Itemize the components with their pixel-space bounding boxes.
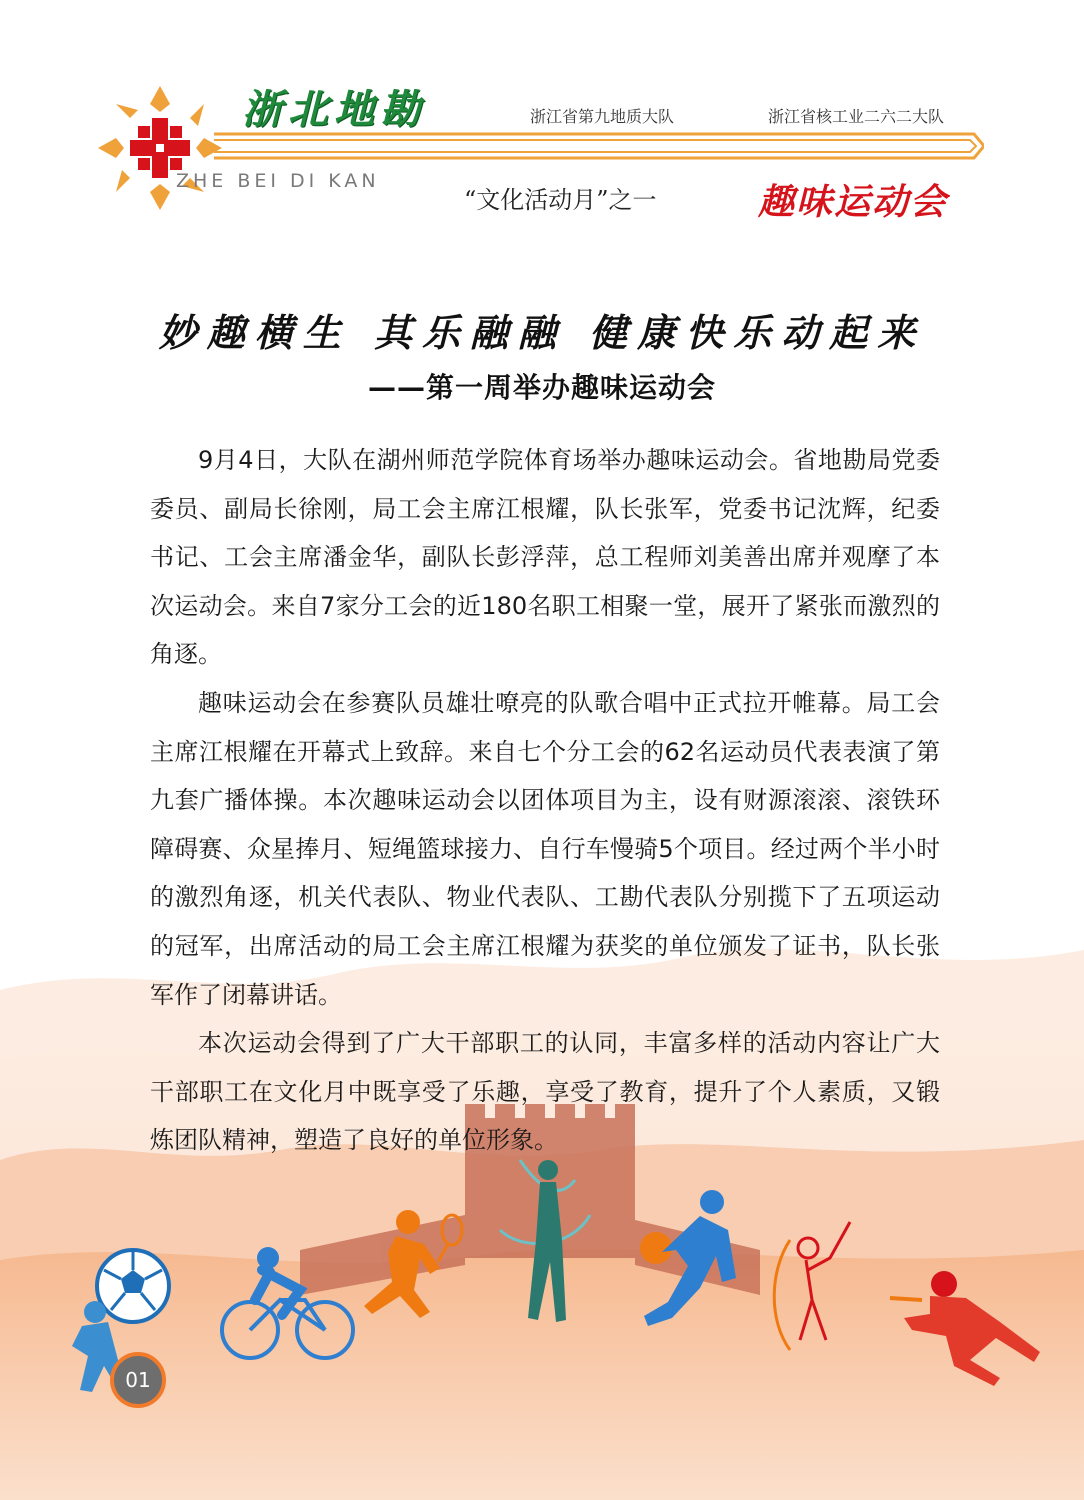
article-paragraph: 本次运动会得到了广大干部职工的认同，丰富多样的活动内容让广大干部职工在文化月中既享受了乐趣，享受了教育，提升了个人素质，又锻炼团队精神，塑造了良好的单位形象。 [150, 1029, 940, 1155]
article-body [150, 436, 940, 1165]
football-icon [97, 1250, 169, 1322]
brand-pinyin: ZHE BEI DI KAN [176, 170, 380, 192]
page-number-badge: 01 [110, 1352, 166, 1408]
article-headline: 妙趣横生 其乐融融 健康快乐动起来 [158, 310, 926, 355]
unit-name-ninth-brigade: 浙江省第九地质大队 [530, 107, 675, 126]
series-label: “文化活动月”之一 [464, 186, 657, 214]
article-paragraph: 9月4日，大队在湖州师范学院体育场举办趣味运动会。省地勘局党委委员、副局长徐刚，局工会主席江根耀，队长张军，党委书记沈辉，纪委书记、工会主席潘金华，副队长彭浮萍，总工程师刘美善出席并观摩了本次运动会。来自7家分工会的近180名职工相聚一堂，展开了紧张而激烈的角逐。 [150, 446, 940, 669]
header-rule [104, 128, 984, 164]
article-paragraph: 趣味运动会在参赛队员雄壮嘹亮的队歌合唱中正式拉开帷幕。局工会主席江根耀在开幕式上致辞。来自七个分工会的62名运动员代表表演了第九套广播体操。本次趣味运动会以团体项目为主，设有财源滚滚、滚铁环障碍赛、众星捧月、短绳篮球接力、自行车慢骑5个项目。经过两个半小时的激烈角逐，机关代表队、物业代表队、工勘代表队分别揽下了五项运动的冠军，出席活动的局工会主席江根耀为获奖的单位颁发了证书，队长张军作了闭幕讲话。 [150, 688, 940, 1009]
brand-title: 浙北地勘 [242, 86, 426, 133]
series-topic: 趣味运动会 [758, 181, 949, 223]
unit-name-262-brigade: 浙江省核工业二六二大队 [768, 107, 945, 126]
article-subheadline: ——第一周举办趣味运动会 [367, 371, 716, 404]
